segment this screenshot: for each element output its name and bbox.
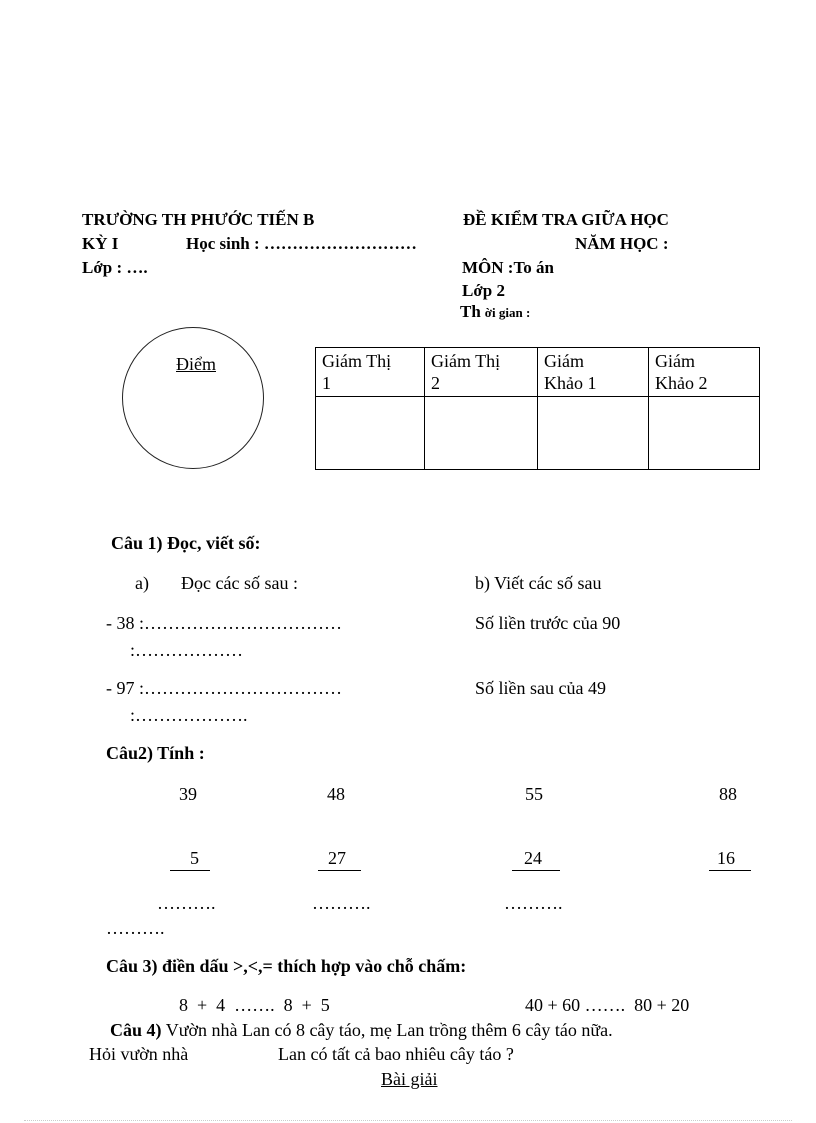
q1-title: Câu 1) Đọc, viết số: <box>111 533 261 553</box>
q2-rule <box>512 870 560 871</box>
score-circle <box>122 327 264 469</box>
q3-expression-left: 8 + 4 ……. 8 + 5 <box>179 995 330 1015</box>
time-label-rest: ời gian : <box>484 305 531 320</box>
class-field: Lớp : …. <box>82 258 148 277</box>
q1-part-b: b) Viết các số sau <box>475 573 602 593</box>
q2-bottom-number: 24 <box>524 848 542 868</box>
q2-bottom-number: 27 <box>328 848 346 868</box>
student-name-field: Học sinh : ……………………… <box>186 234 417 253</box>
grader-cell: Giám Khảo 2 <box>649 348 760 397</box>
q2-top-number: 39 <box>179 784 197 804</box>
q3-title: Câu 3) điền dấu >,<,= thích hợp vào chỗ chấm: <box>106 956 467 976</box>
signature-cell[interactable] <box>425 397 538 470</box>
q1-read-1: - 38 :…………………………… <box>106 613 342 633</box>
time-label-prefix: Th <box>460 302 481 321</box>
term-label: KỲ I <box>82 234 119 253</box>
q2-answer-blank: ………. <box>157 893 216 913</box>
time-label <box>460 302 530 322</box>
signature-cell[interactable] <box>538 397 649 470</box>
subject-label: MÔN :To án <box>462 258 554 277</box>
grader-header-row <box>316 348 760 397</box>
q1-write-2: Số liền sau của 49 <box>475 678 606 698</box>
q4-label: Câu 4) <box>110 1020 162 1040</box>
grader-table <box>315 347 760 470</box>
school-year-label: NĂM HỌC : <box>575 234 669 253</box>
q2-title: Câu2) Tính : <box>106 743 205 763</box>
q2-rule <box>318 870 361 871</box>
school-name: TRƯỜNG TH PHƯỚC TIẾN B <box>82 210 315 229</box>
q1-read-2: - 97 :…………………………… <box>106 678 342 698</box>
q2-rule <box>170 870 210 871</box>
q2-bottom-number: 5 <box>190 848 199 868</box>
q2-top-number: 88 <box>719 784 737 804</box>
signature-cell[interactable] <box>316 397 425 470</box>
exam-title: ĐỀ KIỂM TRA GIỮA HỌC <box>463 210 669 229</box>
q4-question-b: Lan có tất cả bao nhiêu cây táo ? <box>278 1044 514 1064</box>
grader-cell: Giám Khảo 1 <box>538 348 649 397</box>
q2-top-number: 55 <box>525 784 543 804</box>
q2-rule <box>709 870 751 871</box>
q1-part-a-marker: a) <box>135 573 149 593</box>
q4-text <box>110 1020 613 1041</box>
score-label: Điểm <box>176 354 216 374</box>
q4-problem: Vườn nhà Lan có 8 cây táo, mẹ Lan trồng thêm 6 cây táo nữa. <box>165 1020 613 1040</box>
grader-cell: Giám Thị 1 <box>316 348 425 397</box>
signature-row <box>316 397 760 470</box>
q1-write-1: Số liền trước của 90 <box>475 613 621 633</box>
solution-heading: Bài giải <box>381 1069 438 1089</box>
q1-read-2-cont: :………………. <box>130 705 248 725</box>
grader-cell: Giám Thị 2 <box>425 348 538 397</box>
q2-answer-blank: ………. <box>106 918 165 938</box>
signature-cell[interactable] <box>649 397 760 470</box>
class-label: Lớp 2 <box>462 281 505 300</box>
q2-answer-blank: ………. <box>504 893 563 913</box>
q1-read-1-cont: :……………… <box>130 640 244 660</box>
q4-question-a: Hỏi vườn nhà <box>89 1044 189 1064</box>
q2-top-number: 48 <box>327 784 345 804</box>
q2-bottom-number: 16 <box>717 848 735 868</box>
q1-part-a: Đọc các số sau : <box>181 573 298 593</box>
q3-expression-right: 40 + 60 ……. 80 + 20 <box>525 995 690 1015</box>
page-bottom-divider <box>24 1120 792 1121</box>
q2-answer-blank: ………. <box>312 893 371 913</box>
